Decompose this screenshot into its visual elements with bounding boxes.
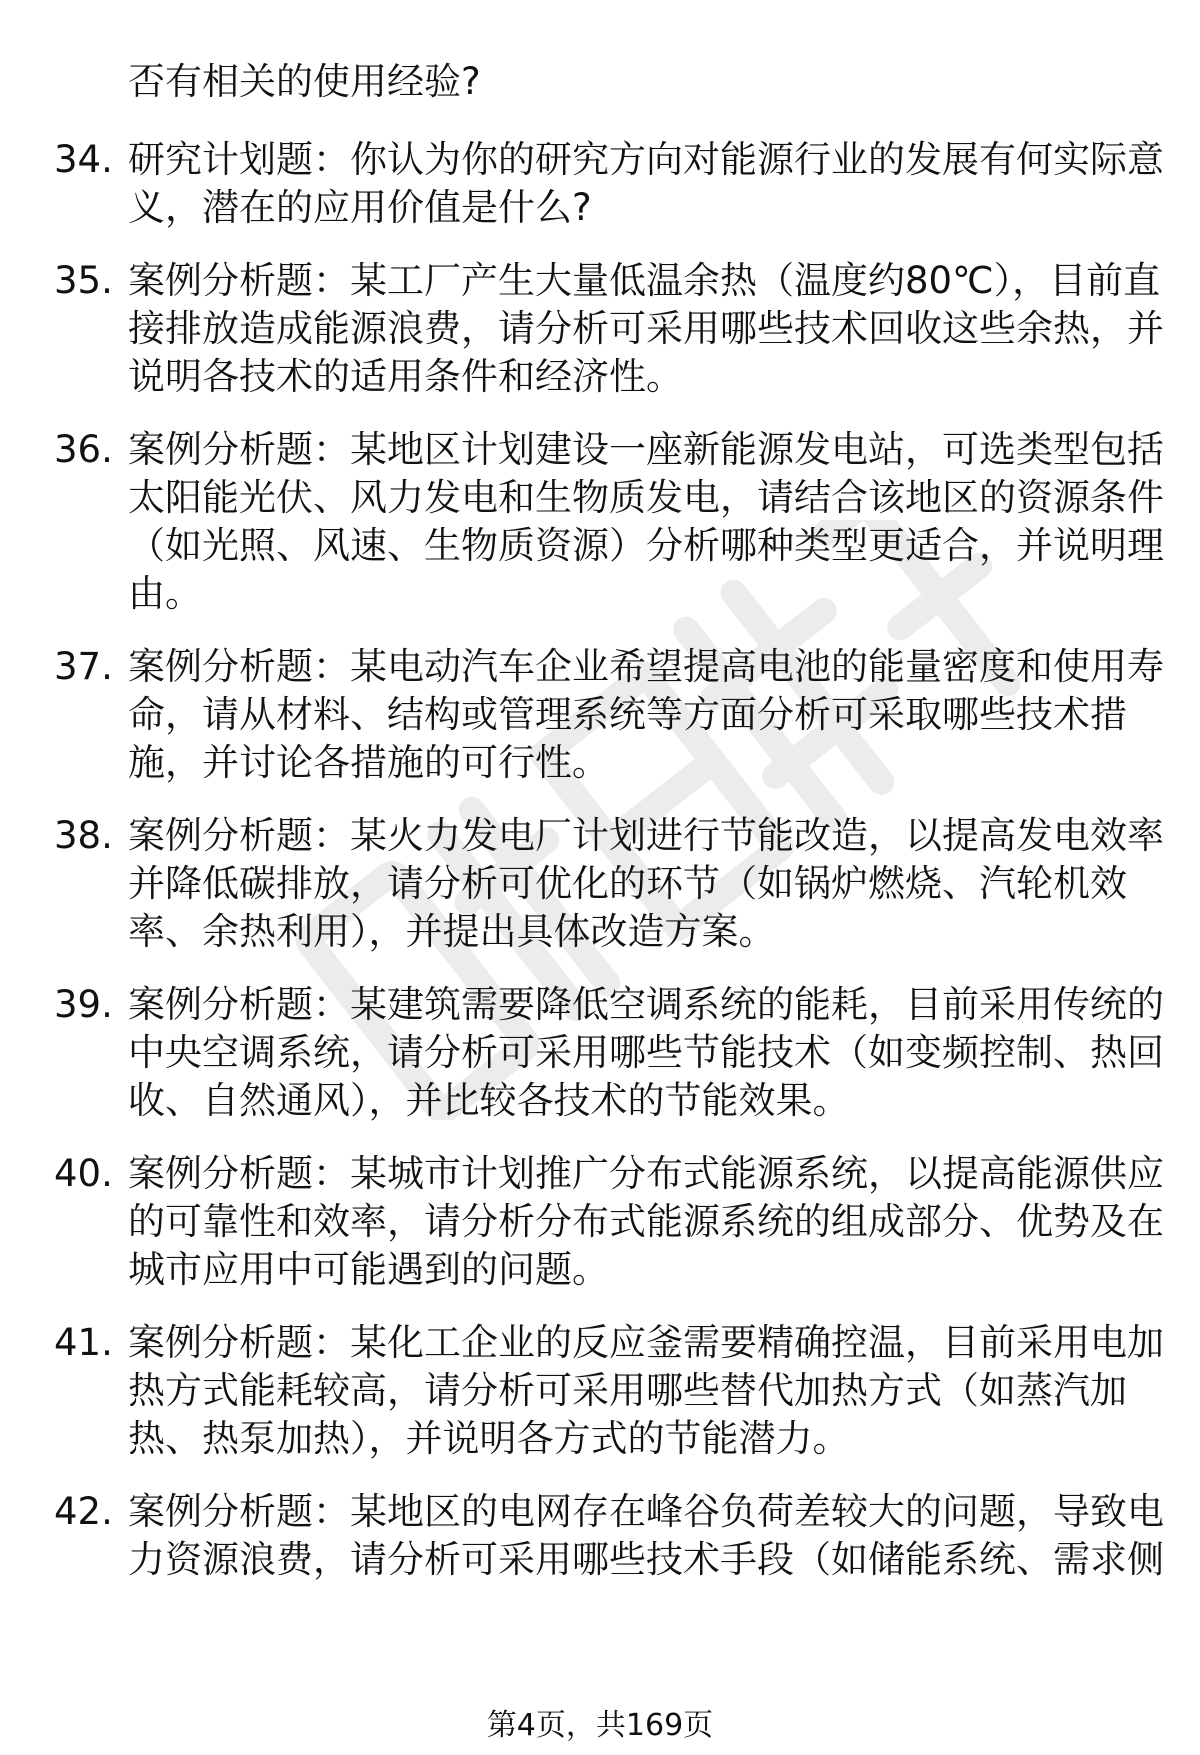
list-item [0,1319,1200,1463]
item-text-line: 施，并讨论各措施的可行性。 [128,741,609,784]
item-text [128,643,1164,787]
item-text-line: 由。 [128,572,202,615]
item-text-line: 力资源浪费，请分析可采用哪些技术手段（如储能系统、需求侧 [128,1538,1164,1581]
item-text-line: 中央空调系统，请分析可采用哪些节能技术（如变频控制、热回 [128,1031,1164,1074]
item-number: 34. [54,138,113,181]
item-text-line: 案例分析题：某建筑需要降低空调系统的能耗，目前采用传统的 [128,983,1164,1026]
item-text-line: （如光照、风速、生物质资源）分析哪种类型更适合，并说明理 [128,524,1164,567]
item-text-line: 接排放造成能源浪费，请分析可采用哪些技术回收这些余热，并 [128,307,1164,350]
item-text [128,981,1164,1125]
item-number: 41. [54,1321,113,1364]
list-item [0,136,1200,232]
question-list [0,136,1200,1609]
item-text-line: 收、自然通风），并比较各技术的节能效果。 [128,1079,850,1122]
item-text-line: 案例分析题：某化工企业的反应釜需要精确控温，目前采用电加 [128,1321,1164,1364]
list-item [0,643,1200,787]
list-item [0,981,1200,1125]
list-item [0,257,1200,401]
list-item [0,426,1200,618]
item-text [128,812,1164,956]
item-text [128,1319,1164,1463]
page-footer: 第4页，共169页 [486,1708,714,1743]
item-number: 36. [54,428,113,471]
item-text-line: 热方式能耗较高，请分析可采用哪些替代加热方式（如蒸汽加 [128,1369,1127,1412]
item-text-line: 热、热泵加热），并说明各方式的节能潜力。 [128,1417,850,1460]
item-text-line: 城市应用中可能遇到的问题。 [128,1248,609,1291]
list-item [0,1488,1200,1584]
item-text-line: 的可靠性和效率，请分析分布式能源系统的组成部分、优势及在 [128,1200,1164,1243]
item-text-line: 案例分析题：某火力发电厂计划进行节能改造，以提高发电效率 [128,814,1164,857]
item-text-line: 率、余热利用），并提出具体改造方案。 [128,910,776,953]
item-text [128,426,1164,618]
item-text-line: 研究计划题：你认为你的研究方向对能源行业的发展有何实际意 [128,138,1164,181]
item-text-line: 案例分析题：某电动汽车企业希望提高电池的能量密度和使用寿 [128,645,1164,688]
item-number: 38. [54,814,113,857]
item-number: 35. [54,259,113,302]
item-number: 42. [54,1490,113,1533]
item-number: 37. [54,645,113,688]
item-text [128,1488,1164,1584]
item-text-line: 案例分析题：某工厂产生大量低温余热（温度约80℃），目前直 [128,259,1161,302]
item-text [128,136,1164,232]
item-text-line: 义，潜在的应用价值是什么? [128,186,592,229]
item-text [128,257,1164,401]
list-item [0,812,1200,956]
item-text-line: 并降低碳排放，请分析可优化的环节（如锅炉燃烧、汽轮机效 [128,862,1127,905]
item-text-line: 命，请从材料、结构或管理系统等方面分析可采取哪些技术措 [128,693,1127,736]
item-text-line: 说明各技术的适用条件和经济性。 [128,355,683,398]
item-text-line: 案例分析题：某地区计划建设一座新能源发电站，可选类型包括 [128,428,1164,471]
continuation-text: 否有相关的使用经验? [128,60,481,103]
item-text [128,1150,1164,1294]
item-text-line: 案例分析题：某地区的电网存在峰谷负荷差较大的问题，导致电 [128,1490,1164,1533]
item-number: 40. [54,1152,113,1195]
item-text-line: 案例分析题：某城市计划推广分布式能源系统，以提高能源供应 [128,1152,1164,1195]
item-text-line: 太阳能光伏、风力发电和生物质发电，请结合该地区的资源条件 [128,476,1164,519]
item-number: 39. [54,983,113,1026]
list-item [0,1150,1200,1294]
